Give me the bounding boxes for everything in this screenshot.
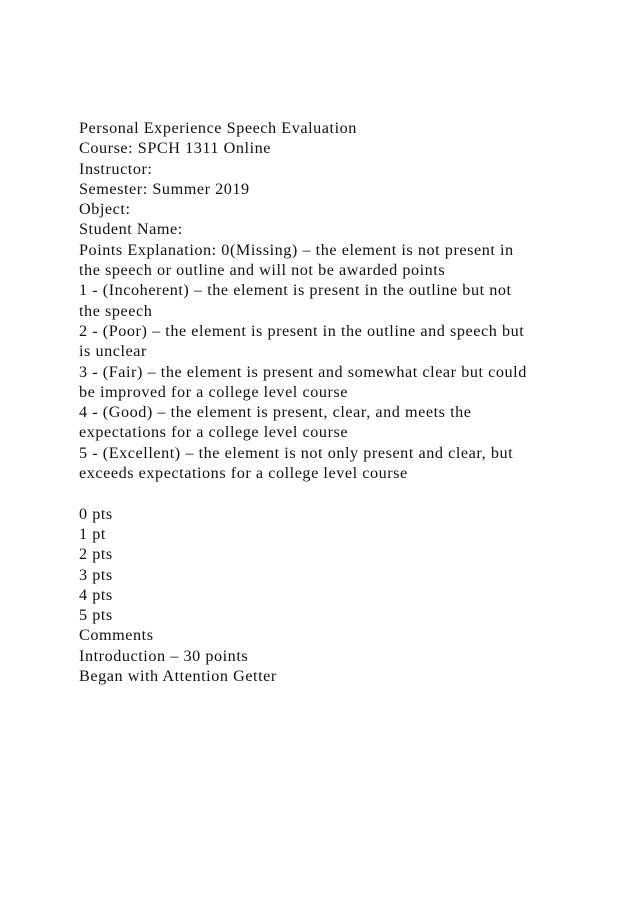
points-explanation-line: the speech or outline and will not be awarded points (79, 261, 446, 280)
instructor-line: Instructor: (79, 159, 153, 178)
points-explanation-line: expectations for a college level course (79, 423, 349, 442)
blank-line (79, 483, 579, 503)
points-explanation-line: is unclear (79, 342, 147, 361)
points-explanation-line: 5 - (Excellent) – the element is not only present and clear, but (79, 443, 514, 462)
score-column-label: 1 pt (79, 524, 106, 543)
criterion-line: Began with Attention Getter (79, 667, 277, 686)
score-column-label: 3 pts (79, 565, 113, 584)
score-column-label: 5 pts (79, 606, 113, 625)
section-heading: Introduction – 30 points (79, 646, 249, 665)
points-explanation-line: the speech (79, 301, 153, 320)
points-explanation-line: Points Explanation: 0(Missing) – the element is not present in (79, 240, 514, 259)
points-explanation-line: 2 - (Poor) – the element is present in the outline and speech but (79, 321, 525, 340)
document-title: Personal Experience Speech Evaluation (79, 119, 357, 137)
course-line: Course: SPCH 1311 Online (79, 139, 272, 158)
points-explanation-line: exceeds expectations for a college level course (79, 464, 408, 483)
score-column-label: 2 pts (79, 545, 113, 564)
points-explanation-line: 4 - (Good) – the element is present, clear, and meets the (79, 403, 472, 422)
evaluation-text (79, 118, 579, 686)
comments-label: Comments (79, 626, 154, 645)
object-line: Object: (79, 200, 131, 219)
semester-line: Semester: Summer 2019 (79, 179, 250, 198)
student-name-line: Student Name: (79, 220, 183, 239)
points-explanation-line: 1 - (Incoherent) – the element is present in the outline but not (79, 281, 512, 300)
points-explanation-line: be improved for a college level course (79, 382, 348, 401)
score-column-label: 4 pts (79, 585, 113, 604)
points-explanation-line: 3 - (Fair) – the element is present and somewhat clear but could (79, 362, 527, 381)
score-column-label: 0 pts (79, 504, 113, 523)
